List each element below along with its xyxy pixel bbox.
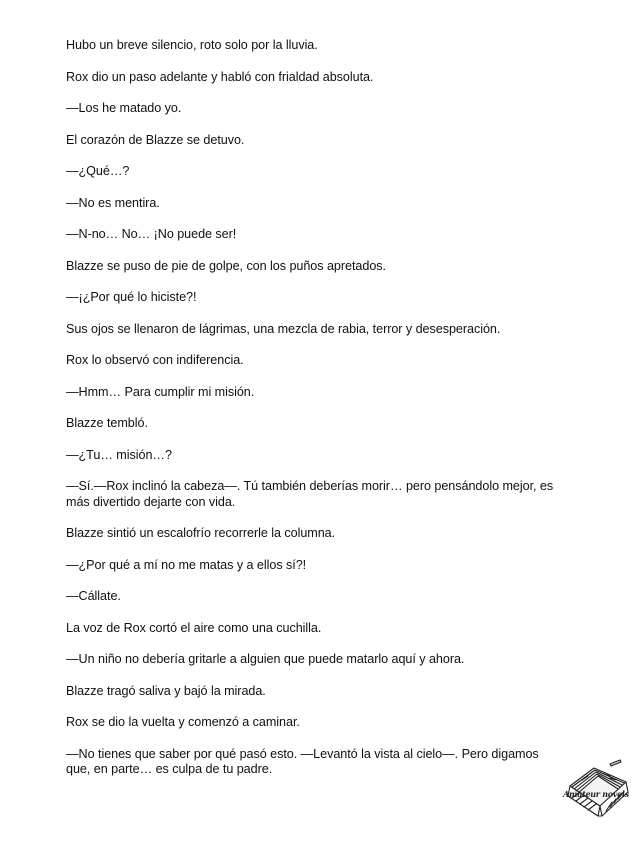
paragraph: Rox dio un paso adelante y habló con frialdad absoluta. bbox=[66, 69, 374, 84]
document-body bbox=[66, 38, 556, 778]
paragraph: La voz de Rox cortó el aire como una cuchilla. bbox=[66, 620, 322, 635]
paragraph: —N-no… No… ¡No puede ser! bbox=[66, 227, 237, 241]
watermark-text: Amateur novels bbox=[563, 789, 629, 799]
paragraph: Blazze tembló. bbox=[66, 416, 148, 430]
paragraph: —Los he matado yo. bbox=[66, 101, 182, 115]
paragraph: Blazze tragó saliva y bajó la mirada. bbox=[66, 683, 266, 698]
paragraph: Blazze se puso de pie de golpe, con los puños apretados. bbox=[66, 258, 386, 273]
paragraph: —¿Tu… misión…? bbox=[66, 447, 172, 462]
paragraph: —¡¿Por qué lo hiciste?! bbox=[66, 290, 197, 304]
open-book-icon bbox=[560, 756, 632, 820]
paragraph: —Hmm… Para cumplir mi misión. bbox=[66, 384, 255, 399]
paragraph: —No es mentira. bbox=[66, 195, 160, 210]
paragraph: —Sí.—Rox inclinó la cabeza—. Tú también deberías morir… pero pensándolo mejor, es más divertido dejarte con vida. bbox=[66, 479, 554, 509]
paragraph: Sus ojos se llenaron de lágrimas, una mezcla de rabia, terror y desesperación. bbox=[66, 321, 501, 336]
paragraph: Rox se dio la vuelta y comenzó a caminar. bbox=[66, 715, 300, 729]
paragraph: Blazze sintió un escalofrío recorrerle la columna. bbox=[66, 526, 336, 540]
paragraph: —¿Por qué a mí no me matas y a ellos sí?! bbox=[66, 557, 307, 572]
paragraph: Hubo un breve silencio, roto solo por la lluvia. bbox=[66, 38, 318, 52]
paragraph: —Cállate. bbox=[66, 589, 121, 603]
watermark-logo bbox=[560, 756, 632, 820]
paragraph: —¿Qué…? bbox=[66, 164, 130, 178]
paragraph: Rox lo observó con indiferencia. bbox=[66, 353, 244, 367]
paragraph: —No tienes que saber por qué pasó esto. —Levantó la vista al cielo—. Pero digamos que, en parte… es culpa de tu padre. bbox=[66, 746, 539, 776]
paragraph: El corazón de Blazze se detuvo. bbox=[66, 132, 245, 147]
paragraph: —Un niño no debería gritarle a alguien que puede matarlo aquí y ahora. bbox=[66, 652, 465, 666]
